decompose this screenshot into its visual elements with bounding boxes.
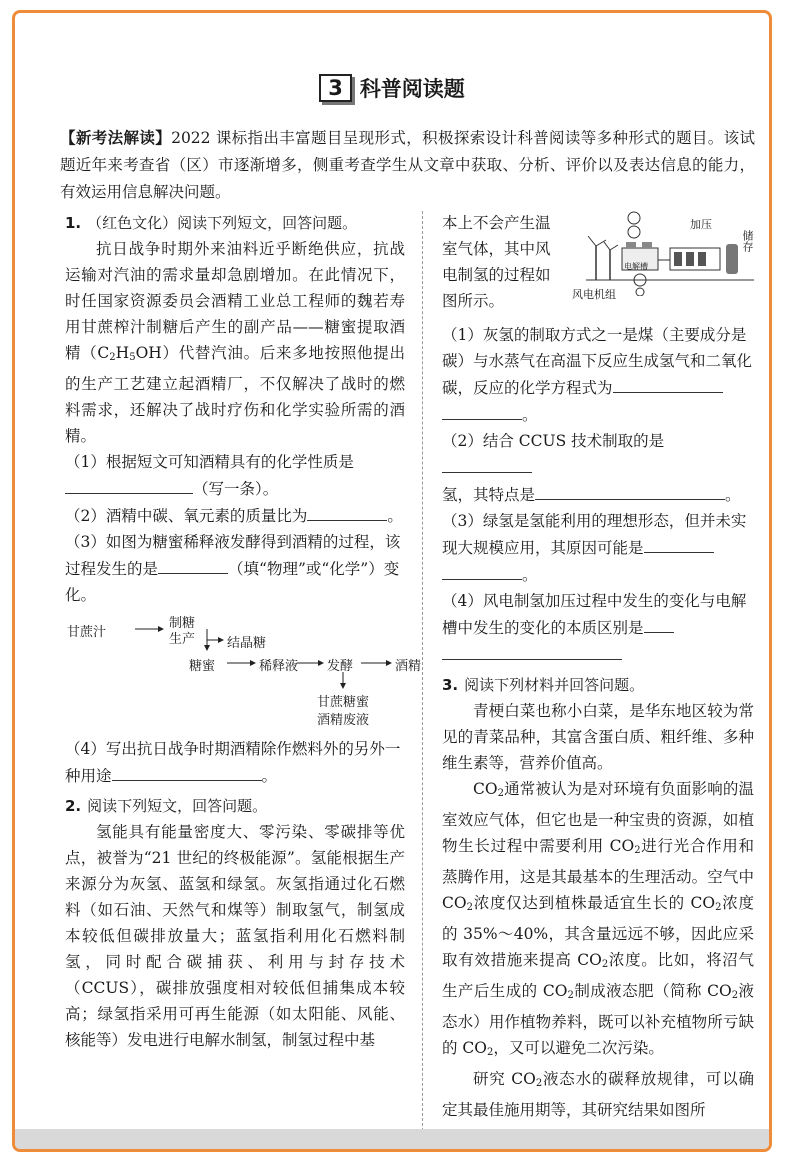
flow-molasses: 糖蜜 [189,659,216,674]
label-electrolyzer: 电解槽 [624,262,648,271]
q2-passage: 氢能具有能量密度大、零污染、零碳排等优点，被誉为“21 世纪的终极能源”。氢能根据生产来源分为灰氢、蓝氢和绿氢。灰氢指通过化石燃料（如石油、天然气和煤等）制取氢气，制氢成本较低但碳排放量大；蓝氢指利用化石燃料制氢，同时配合碳捕获、利用与封存技术（CCUS），碳排放强度相对较低但捕集成本较高；绿氢指采用可再生能源（如太阳能、风能、核能等）发电进行电解水制氢，制氢过程中基 [65,823,405,1049]
q1-subq-4: （4）写出抗日战争时期酒精除作燃料外的另外一种用途 。 [65,740,401,785]
answer-blank[interactable] [644,534,714,553]
answer-blank[interactable] [442,401,522,420]
section-title: 科普阅读题 [359,77,465,101]
label-pressurize: 加压 [690,218,712,231]
column-divider [422,211,423,1131]
q2-heading: 2. 阅读下列短文，回答问题。 [65,797,268,815]
q3-passage-3: 研究 $CO_2$液态水的碳释放规律，可以确定其最佳施用期等，其研究结果如图所 [442,1070,754,1119]
q2-subq-1: （1）灰氢的制取方式之一是煤（主要成分是碳）与水蒸气在高温下反应生成氢气和二氧化碳，反应的化学方程式为 。 [442,326,753,424]
q2-passage-cont: 本上不会产生温室气体，其中风电制氢的过程如图所示。 [442,214,551,310]
q2-subq-2: （2）结合 CCUS 技术制取的是 氢，其特点是 。 [442,432,741,504]
q3-passage-1: 青梗白菜也称小白菜，是华东地区较为常见的青菜品种，其富含蛋白质、粗纤维、多种维生素等，营养价值高。 [442,702,754,772]
flow-diluted: 稀释液 [259,659,299,674]
exam-intro [60,125,755,206]
intro-tag: 【新考法解读】 [60,129,172,147]
answer-blank[interactable] [158,555,228,574]
flow-make-sugar-1: 制糖 [169,616,196,631]
answer-blank[interactable] [442,641,622,660]
answer-blank[interactable] [442,561,522,580]
q2-subq-4: （4）风电制氢加压过程中发生的变化与电解槽中发生的变化的本质区别是 [442,588,754,668]
intro-text: 2022 课标指出丰富题目呈现形式，积极探索设计科普阅读等多种形式的题目。该试题近年来考查省（区）市逐渐增多，侧重考查学生从文章中获取、分析、评价以及表达信息的能力，有效运用信息解决问题。 [60,129,755,201]
flow-juice: 甘蔗汁 [67,625,107,640]
q1-subq-2: （2）酒精中碳、氧元素的质量比为 。 [65,502,405,529]
section-header [15,73,769,103]
q1-subq-1: （1）根据短文可知酒精具有的化学性质是（写一条）。 [65,453,354,498]
q3-heading: 3. 阅读下列材料并回答问题。 [442,676,645,694]
answer-blank[interactable] [65,475,193,494]
bottom-strip [15,1129,769,1149]
q2-subq-3: （3）绿氢是氢能利用的理想形态，但并未实现大规模应用，其原因可能是 。 [442,512,747,584]
section-number: 3 [319,74,352,102]
answer-blank[interactable] [535,481,725,500]
flow-make-sugar-2: 生产 [169,632,196,647]
right-column [442,210,754,1123]
answer-blank[interactable] [644,614,674,633]
q1-heading: 1. （红色文化）阅读下列短文，回答问题。 [65,214,358,232]
page-frame [12,10,772,1152]
flow-ferment: 发酵 [327,659,354,674]
q1-passage: 抗日战争时期外来油料近乎断绝供应，抗战运输对汽油的需求量却急剧增加。在此情况下，时任国家资源委员会酒精工业总工程师的魏若寿用甘蔗榨汁制糖后产生的副产品——糖蜜提取酒精$(C_2H_5OH)$代替汽油。后来多地按照他提出的生产工艺建立起酒精厂，不仅解决了战时的燃料需求，还解决了战时疗伤和化学实验所需的酒精。 [65,240,405,445]
answer-blank[interactable] [613,374,723,393]
answer-blank[interactable] [307,502,387,521]
answer-blank[interactable] [112,762,262,781]
q2-continuation [442,210,754,310]
label-turbine: 风电机组 [572,288,616,301]
flow-alcohol: 酒精 [395,659,422,674]
label-store: 储存 [741,230,754,252]
flow-crystal-sugar: 结晶糖 [227,636,267,651]
fermentation-flowchart [65,614,422,732]
flow-waste-2: 酒精废液 [317,713,370,728]
q3-passage-2: $CO_2$通常被认为是对环境有负面影响的温室效应气体，但它也是一种宝贵的资源，如植物生长过程中需要利用 $CO_2$进行光合作用和蒸腾作用，这是其最基本的生理活动。空气中 $CO_2$浓度仅达到植株最适宜生长的 $CO_2$浓度的 35%～40%，其含量远远不够，因此应采取有效措施来提高 $CO_2$浓度。比如，将沼气生产后生成的 $CO_2$制成液态肥（简称 $CO_2$液态水）用作植物养料，既可以补充植物所亏缺的 $CO_2$，又可以避免二次污染。 [442,780,754,1058]
flow-waste-1: 甘蔗糖蜜 [317,695,370,710]
answer-blank[interactable] [442,454,532,473]
left-column [65,210,422,1053]
q1-subq-3: （3）如图为糖蜜稀释液发酵得到酒精的过程，该过程发生的是 （填“物理”或“化学”）变化。 [65,533,401,604]
